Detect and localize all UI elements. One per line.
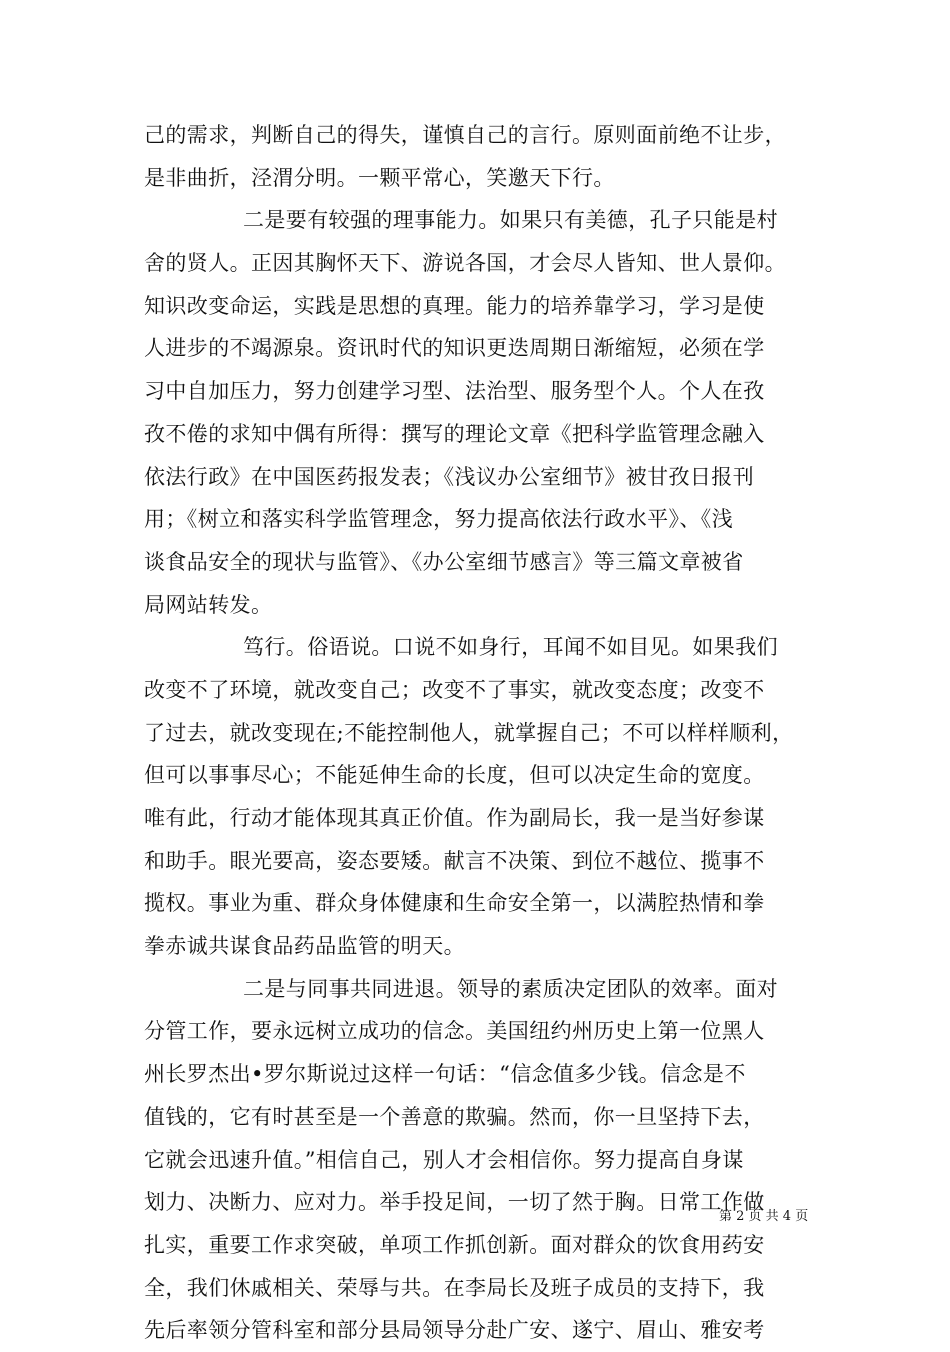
document-body [144, 114, 809, 1352]
text-line: 是非曲折，泾渭分明。一颗平常心，笑邀天下行。 [144, 165, 615, 190]
text-line: 拳赤诚共谋食品药品监管的明天。 [144, 934, 465, 959]
paragraph-start-line: 二是与同事共同进退。领导的素质决定团队的效率。面对 [243, 976, 778, 1001]
text-line: 人进步的不竭源泉。资讯时代的知识更迭周期日渐缩短，必须在学 [144, 336, 765, 361]
text-line: 值钱的，它有时甚至是一个善意的欺骗。然而，你一旦坚持下去， [144, 1104, 765, 1129]
text-line: 改变不了环境，就改变自己；改变不了事实，就改变态度；改变不 [144, 677, 765, 702]
page-number: 第 2 页 共 4 页 [719, 1209, 809, 1224]
text-line: 局网站转发。 [144, 592, 273, 617]
text-line: 己的需求，判断自己的得失，谨慎自己的言行。原则面前绝不让步， [144, 123, 786, 147]
text-line: 了过去，就改变现在;不能控制他人，就掌握自己；不可以样样顺利， [144, 720, 794, 745]
text-line: 但可以事事尽心；不能延伸生命的长度，但可以决定生命的宽度。 [144, 763, 765, 788]
text-line: 依法行政》在中国医药报发表；《浅议办公室细节》被甘孜日报刊 [144, 464, 755, 489]
text-line: 用；《树立和落实科学监管理念，努力提高依法行政水平》、《浅 [144, 507, 734, 532]
paragraph-start-line: 二是要有较强的理事能力。如果只有美德，孔子只能是村 [243, 208, 778, 233]
text-line: 全，我们休戚相关、荣辱与共。在李局长及班子成员的支持下，我 [144, 1275, 765, 1300]
text-line: 划力、决断力、应对力。举手投足间，一切了然于胸。日常工作做 [144, 1190, 765, 1215]
text-line: 孜不倦的求知中偶有所得：撰写的理论文章《把科学监管理念融入 [144, 421, 765, 446]
text-line: 习中自加压力，努力创建学习型、法治型、服务型个人。个人在孜 [144, 379, 765, 404]
text-line: 和助手。眼光要高，姿态要矮。献言不决策、到位不越位、揽事不 [144, 848, 765, 873]
text-line: 谈食品安全的现状与监管》、《办公室细节感言》等三篇文章被省 [144, 549, 744, 574]
text-line: 扎实，重要工作求突破，单项工作抓创新。面对群众的饮食用药安 [144, 1232, 765, 1257]
paragraph-start-line: 笃行。俗语说。口说不如身行，耳闻不如目见。如果我们 [243, 635, 778, 660]
text-line: 揽权。事业为重、群众身体健康和生命安全第一，以满腔热情和拳 [144, 891, 765, 916]
text-line: 唯有此，行动才能体现其真正价值。作为副局长，我一是当好参谋 [144, 806, 765, 830]
text-line: 它就会迅速升值。”相信自己，别人才会相信你。努力提高自身谋 [144, 1147, 744, 1172]
text-line: 州长罗杰出•罗尔斯说过这样一句话：“信念值多少钱。信念是不 [144, 1062, 746, 1087]
text-line: 知识改变命运，实践是思想的真理。能力的培养靠学习，学习是使 [144, 293, 765, 318]
text-line: 先后率领分管科室和部分县局领导分赴广安、遂宁、眉山、雅安考 [144, 1318, 765, 1343]
text-line: 分管工作，要永远树立成功的信念。美国纽约州历史上第一位黑人 [144, 1019, 765, 1044]
text-line: 舍的贤人。正因其胸怀天下、游说各国，才会尽人皆知、世人景仰。 [144, 251, 786, 276]
